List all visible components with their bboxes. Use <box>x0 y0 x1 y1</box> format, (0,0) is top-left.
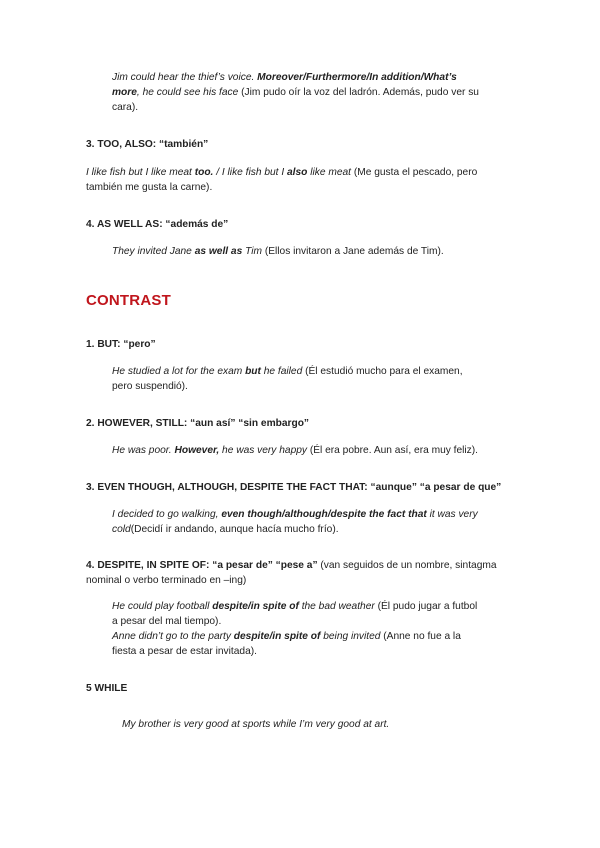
example-text: My brother is very good at sports while I’m very good at art. <box>122 719 390 730</box>
translation-text: (Jim pudo oír la voz del ladrón. Además, pudo ver su <box>238 87 479 98</box>
heading-while: 5 WHILE <box>86 683 128 694</box>
example-despite <box>112 599 477 659</box>
example-text: I decided to go walking, <box>112 509 222 520</box>
example-too-also <box>86 165 477 195</box>
translation-text: fiesta a pesar de estar invitada). <box>112 646 257 657</box>
example-but <box>112 364 463 394</box>
heading-bold-text: 4. DESPITE, IN SPITE OF: “a pesar de” “pese a” <box>86 560 318 571</box>
example-text: the bad weather <box>298 601 375 612</box>
example-connector: more <box>112 87 137 98</box>
example-connector: even though/although/despite the fact that <box>221 509 427 520</box>
translation-text: (Decidí ir andando, aunque hacía mucho frío). <box>130 524 339 535</box>
example-text: it was very <box>426 509 478 520</box>
translation-text: (Él era pobre. Aun así, era muy feliz). <box>307 445 478 456</box>
heading-however-still: 2. HOWEVER, STILL: “aun así” “sin embargo” <box>86 418 310 429</box>
example-text: He studied a lot for the exam <box>112 366 246 377</box>
heading-despite <box>86 558 497 588</box>
example-text: / I like fish but I <box>213 167 287 178</box>
translation-text: (Anne no fue a la <box>380 631 461 642</box>
translation-text: (Me gusta el pescado, pero <box>351 167 478 178</box>
heading-too-also: 3. TOO, ALSO: “también” <box>86 139 209 150</box>
example-text: he was very happy <box>219 445 307 456</box>
example-while <box>122 717 389 732</box>
example-as-well-as <box>112 244 444 259</box>
translation-text: a pesar del mal tiempo). <box>112 616 222 627</box>
example-text: Jim could hear the thief’s voice. <box>112 72 258 83</box>
heading-but: 1. BUT: “pero” <box>86 339 156 350</box>
example-text: He was poor. <box>112 445 175 456</box>
example-connector: but <box>245 366 261 377</box>
example-text: Tim <box>242 246 262 257</box>
example-moreover <box>112 70 479 115</box>
example-connector: as well as <box>194 246 243 257</box>
example-connector: Moreover/Furthermore/In addition/What’s <box>257 72 457 83</box>
translation-text: pero suspendió). <box>112 381 188 392</box>
example-text: like meat <box>307 167 351 178</box>
example-connector: despite/in spite of <box>212 601 299 612</box>
example-text: being invited <box>320 631 381 642</box>
example-connector: too. <box>194 167 214 178</box>
section-title-contrast: CONTRAST <box>86 292 171 309</box>
example-text: , he could see his face <box>136 87 239 98</box>
example-text: Anne didn’t go to the party <box>112 631 234 642</box>
example-connector: despite/in spite of <box>233 631 321 642</box>
translation-text: (Él estudió mucho para el examen, <box>302 366 463 377</box>
translation-text: cara). <box>112 102 139 113</box>
example-however <box>112 443 478 458</box>
example-even-though <box>112 507 478 537</box>
example-text: cold <box>112 524 131 535</box>
heading-note: (van seguidos de un nombre, sintagma <box>317 560 497 571</box>
translation-text: (Él pudo jugar a futbol <box>374 601 478 612</box>
example-text: I like fish but I like meat <box>86 167 195 178</box>
translation-text: (Ellos invitaron a Jane además de Tim). <box>261 246 444 257</box>
example-text: He could play football <box>112 601 213 612</box>
example-connector: However, <box>174 445 220 456</box>
example-text: he failed <box>260 366 303 377</box>
heading-note: nominal o verbo terminado en –ing) <box>86 575 247 586</box>
example-text: They invited Jane <box>112 246 195 257</box>
heading-as-well-as: 4. AS WELL AS: “además de” <box>86 219 229 230</box>
heading-even-though: 3. EVEN THOUGH, ALTHOUGH, DESPITE THE FACT THAT: “aunque” “a pesar de que” <box>86 482 502 493</box>
translation-text: también me gusta la carne). <box>86 182 213 193</box>
example-connector: also <box>287 167 308 178</box>
